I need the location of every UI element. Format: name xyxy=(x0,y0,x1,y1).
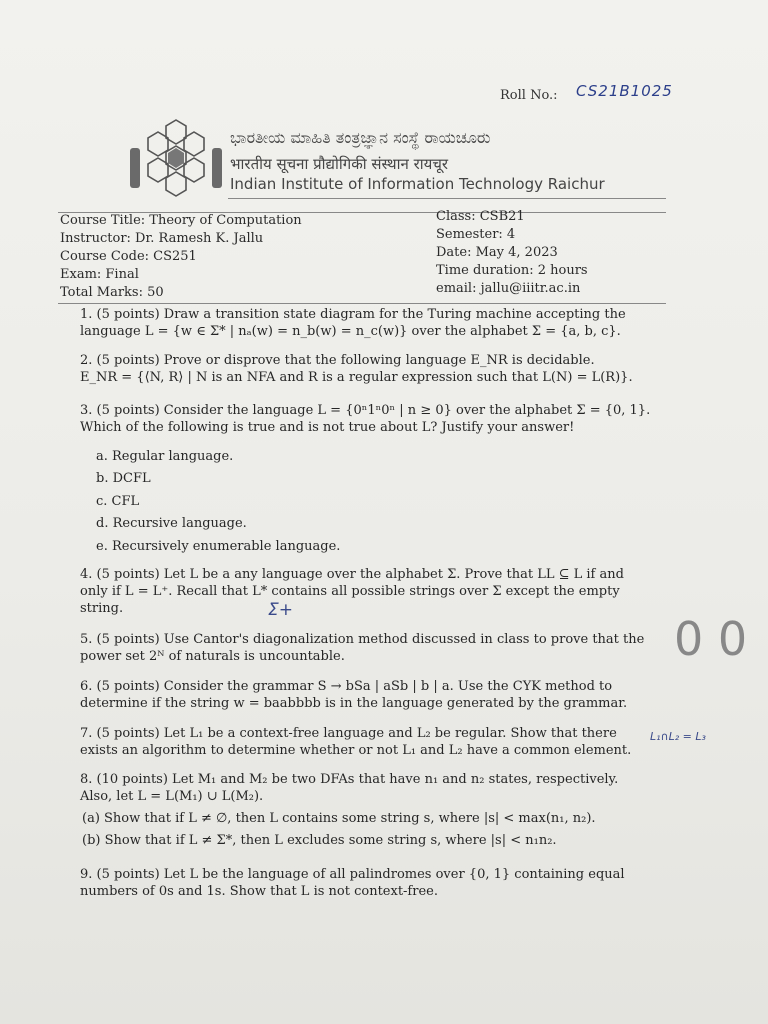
email: email: jallu@iiitr.ac.in xyxy=(436,281,581,296)
instructor: Instructor: Dr. Ramesh K. Jallu xyxy=(60,231,264,246)
question-9: 9. (5 points) Let L be the language of all palindromes over {0, 1} containing equal numbers of 0s and 1s. Show that L is not context-free. xyxy=(80,867,625,899)
handwritten-zeros: 0 0 xyxy=(674,612,748,666)
roll-number-handwritten: CS21B1025 xyxy=(576,82,673,100)
header-rule xyxy=(228,198,666,199)
question-6: 6. (5 points) Consider the grammar S → bSa | aSb | b | a. Use the CYK method to determine if the string w = baabbbb is in the language generated by the grammar. xyxy=(80,679,628,711)
question-8-part-a: (a) Show that if L ≠ ∅, then L contains some string s, where |s| < max(n₁, n₂). xyxy=(82,811,596,826)
handwritten-intersection-note: L₁∩L₂ = L₃ xyxy=(650,730,706,743)
institute-name-hindi: भारतीय सूचना प्रौद्योगिकी संस्थान रायचूर xyxy=(230,155,448,173)
exam-meta-left xyxy=(60,212,302,302)
question-2: 2. (5 points) Prove or disprove that the following language E_NR is decidable. E_NR = {⟨N, R⟩ | N is an NFA and R is a regular expression such that L(N) = L(R)}. xyxy=(80,353,633,385)
option-a: a. Regular language. xyxy=(96,449,234,464)
course-code: Course Code: CS251 xyxy=(60,249,197,264)
semester: Semester: 4 xyxy=(436,227,516,242)
question-3: 3. (5 points) Consider the language L = {0ⁿ1ⁿ0ⁿ | n ≥ 0} over the alphabet Σ = {0, 1}. Which of the following is true and is not true about L? Justify your answer! xyxy=(80,403,651,435)
exam-type: Exam: Final xyxy=(60,267,139,282)
option-d: d. Recursive language. xyxy=(96,516,247,531)
institute-name-kannada: ಭಾರತೀಯ ಮಾಹಿತಿ ತಂತ್ರಜ್ಞಾನ ಸಂಸ್ಥೆ ರಾಯಚೂರು xyxy=(230,128,491,147)
question-7: 7. (5 points) Let L₁ be a context-free language and L₂ be regular. Show that there exists an algorithm to determine whether or not L₁ and L₂ have a common element. xyxy=(80,726,632,758)
question-8: 8. (10 points) Let M₁ and M₂ be two DFAs that have n₁ and n₂ states, respectively. Also, let L = L(M₁) ∪ L(M₂). xyxy=(80,772,619,804)
option-e: e. Recursively enumerable language. xyxy=(96,539,341,554)
question-8-part-b: (b) Show that if L ≠ Σ*, then L excludes some string s, where |s| < n₁n₂. xyxy=(82,833,557,848)
question-5: 5. (5 points) Use Cantor's diagonalization method discussed in class to prove that the power set 2ᴺ of naturals is uncountable. xyxy=(80,632,645,664)
question-4: 4. (5 points) Let L be a any language over the alphabet Σ. Prove that LL ⊆ L if and only if L = L⁺. Recall that L* contains all possible strings over Σ except the empty string. xyxy=(80,567,624,616)
option-b: b. DCFL xyxy=(96,471,151,486)
roll-label: Roll No.: xyxy=(500,88,558,103)
time-duration: Time duration: 2 hours xyxy=(436,263,588,278)
date: Date: May 4, 2023 xyxy=(436,245,558,260)
meta-bottom-rule xyxy=(58,303,666,304)
handwritten-sigma-plus: Σ+ xyxy=(268,600,293,620)
option-c: c. CFL xyxy=(96,494,140,509)
institute-logo xyxy=(128,118,224,200)
exam-meta-right xyxy=(436,208,588,298)
class: Class: CSB21 xyxy=(436,209,525,224)
course-title: Course Title: Theory of Computation xyxy=(60,213,302,228)
institute-name-english: Indian Institute of Information Technology Raichur xyxy=(230,175,605,193)
total-marks: Total Marks: 50 xyxy=(60,285,164,300)
question-1: 1. (5 points) Draw a transition state diagram for the Turing machine accepting the language L = {w ∈ Σ* | nₐ(w) = n_b(w) = n_c(w)} over the alphabet Σ = {a, b, c}. xyxy=(80,307,626,339)
